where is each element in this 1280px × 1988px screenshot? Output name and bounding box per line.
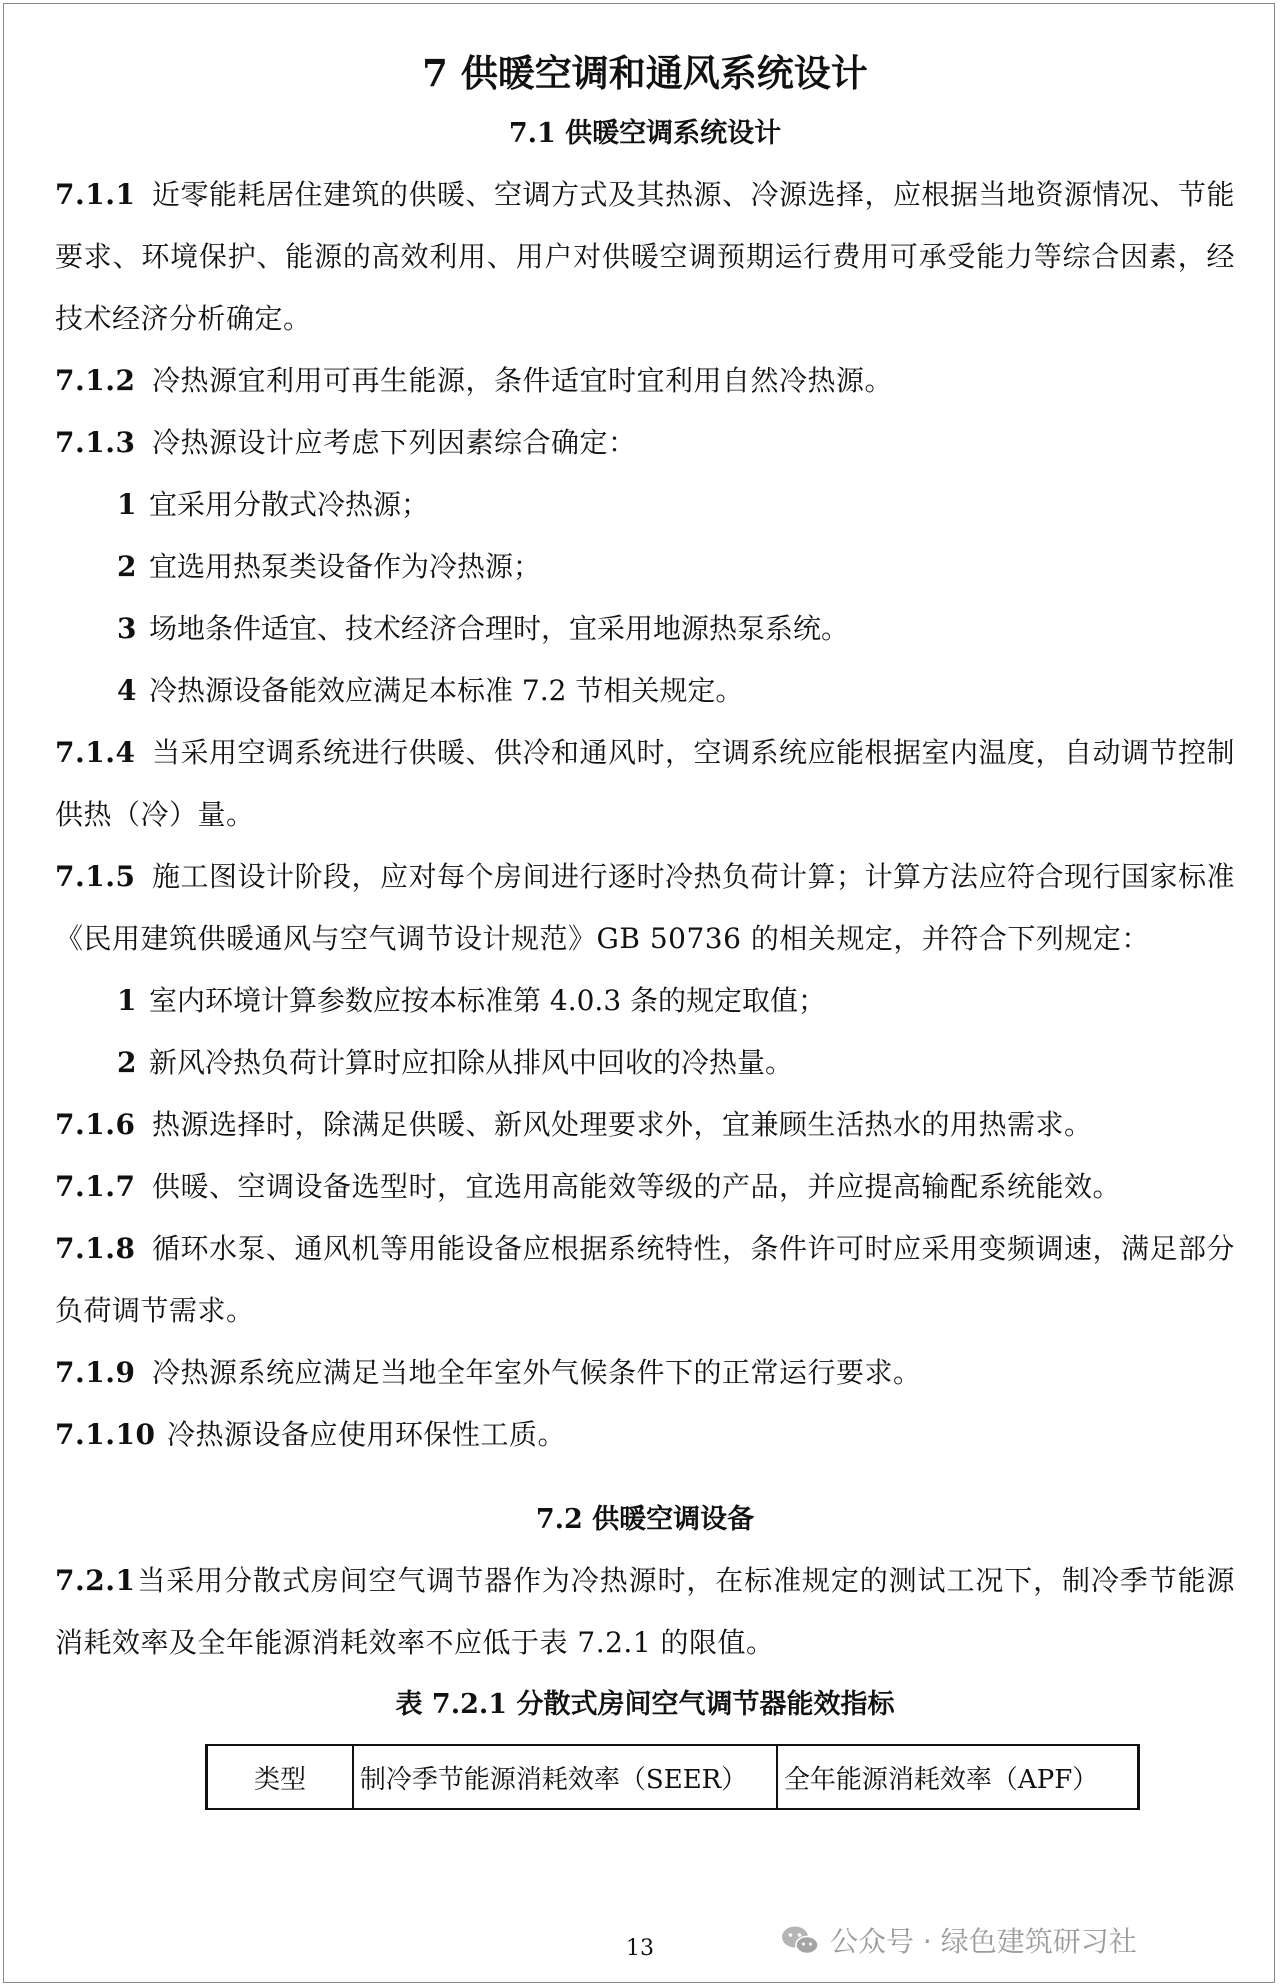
- section-title-7-2: 7.2 供暖空调设备: [535, 1504, 755, 1535]
- clause-text: 施工图设计阶段，应对每个房间进行逐时冷热负荷计算；计算方法应符合现行国家标准《民用建筑供暖通风与空气调节设计规范》GB 50736 的相关规定，并符合下列规定：: [55, 860, 1236, 955]
- clause-7-1-5: [55, 846, 1235, 970]
- item-text: 宜选用热泵类设备作为冷热源；: [149, 550, 542, 583]
- list-item: [55, 474, 1235, 536]
- clause-number: 7.1.7: [55, 1170, 136, 1203]
- page-number: 13: [626, 1936, 654, 1961]
- table-header-cell: 全年能源消耗效率（APF）: [777, 1745, 1139, 1809]
- clause-number: 7.1.9: [55, 1356, 136, 1389]
- document-body: [55, 42, 1235, 1810]
- clause-text: 冷热源宜利用可再生能源，条件适宜时宜利用自然冷热源。: [152, 364, 894, 397]
- clause-text: 冷热源设计应考虑下列因素综合确定：: [152, 426, 637, 459]
- list-item: [55, 660, 1235, 722]
- clause-number: 7.1.3: [55, 426, 136, 459]
- clause-number: 7.1.10: [55, 1418, 156, 1451]
- clause-text: 冷热源系统应满足当地全年室外气候条件下的正常运行要求。: [152, 1356, 922, 1389]
- section-title-7-1: 7.1 供暖空调系统设计: [508, 118, 782, 149]
- clause-number: 7.1.8: [55, 1232, 136, 1265]
- clause-number: 7.1.6: [55, 1108, 136, 1141]
- clause-text: 冷热源设备应使用环保性工质。: [167, 1418, 567, 1451]
- item-text: 宜采用分散式冷热源；: [149, 488, 430, 521]
- clause-text: 近零能耗居住建筑的供暖、空调方式及其热源、冷源选择，应根据当地资源情况、节能要求、环境保护、能源的高效利用、用户对供暖空调预期运行费用可承受能力等综合因素，经技术经济分析确定。: [55, 178, 1236, 335]
- efficiency-table: [205, 1744, 1140, 1810]
- item-text: 新风冷热负荷计算时应扣除从排风中回收的冷热量。: [149, 1046, 794, 1079]
- clause-7-1-7: [55, 1156, 1235, 1218]
- table-header-row: [207, 1745, 1139, 1809]
- clause-7-1-6: [55, 1094, 1235, 1156]
- watermark-text: 公众号 · 绿色建筑研习社: [830, 1925, 1137, 1958]
- clause-text: 当采用分散式房间空气调节器作为冷热源时，在标准规定的测试工况下，制冷季节能源消耗效率及全年能源消耗效率不应低于表 7.2.1 的限值。: [55, 1564, 1235, 1659]
- clause-number: 7.1.5: [55, 860, 136, 893]
- chapter-title: 7 供暖空调和通风系统设计: [422, 51, 868, 95]
- clause-text: 当采用空调系统进行供暖、供冷和通风时，空调系统应能根据室内温度，自动调节控制供热（冷）量。: [55, 736, 1236, 831]
- clause-7-2-1: [55, 1550, 1235, 1674]
- table-header-cell: 制冷季节能源消耗效率（SEER）: [353, 1745, 777, 1809]
- clause-7-1-10: [55, 1404, 1235, 1466]
- item-number: 4: [117, 674, 137, 707]
- list-item: [55, 1032, 1235, 1094]
- wechat-icon: [780, 1924, 820, 1956]
- clause-7-1-1: [55, 164, 1235, 350]
- clause-7-1-2: [55, 350, 1235, 412]
- list-item: [55, 536, 1235, 598]
- watermark: [780, 1920, 1137, 1960]
- table-title: 表 7.2.1 分散式房间空气调节器能效指标: [395, 1689, 895, 1720]
- item-text: 冷热源设备能效应满足本标准 7.2 节相关规定。: [149, 674, 744, 707]
- clause-7-1-8: [55, 1218, 1235, 1342]
- clause-7-1-9: [55, 1342, 1235, 1404]
- clause-number: 7.1.1: [55, 178, 136, 211]
- item-number: 1: [117, 984, 137, 1017]
- clause-7-1-4: [55, 722, 1235, 846]
- item-text: 室内环境计算参数应按本标准第 4.0.3 条的规定取值；: [149, 984, 827, 1017]
- item-number: 2: [117, 550, 137, 583]
- clause-text: 供暖、空调设备选型时，宜选用高能效等级的产品，并应提高输配系统能效。: [152, 1170, 1122, 1203]
- clause-number: 7.1.4: [55, 736, 136, 769]
- clause-number: 7.2.1: [55, 1564, 136, 1597]
- table-header-cell: 类型: [207, 1745, 353, 1809]
- clause-number: 7.1.2: [55, 364, 136, 397]
- clause-text: 循环水泵、通风机等用能设备应根据系统特性，条件许可时应采用变频调速，满足部分负荷调节需求。: [55, 1232, 1236, 1327]
- clause-text: 热源选择时，除满足供暖、新风处理要求外，宜兼顾生活热水的用热需求。: [152, 1108, 1093, 1141]
- clause-7-1-3: [55, 412, 1235, 474]
- list-item: [55, 970, 1235, 1032]
- list-item: [55, 598, 1235, 660]
- item-text: 场地条件适宜、技术经济合理时，宜采用地源热泵系统。: [149, 612, 850, 645]
- item-number: 1: [117, 488, 137, 521]
- item-number: 2: [117, 1046, 137, 1079]
- item-number: 3: [117, 612, 137, 645]
